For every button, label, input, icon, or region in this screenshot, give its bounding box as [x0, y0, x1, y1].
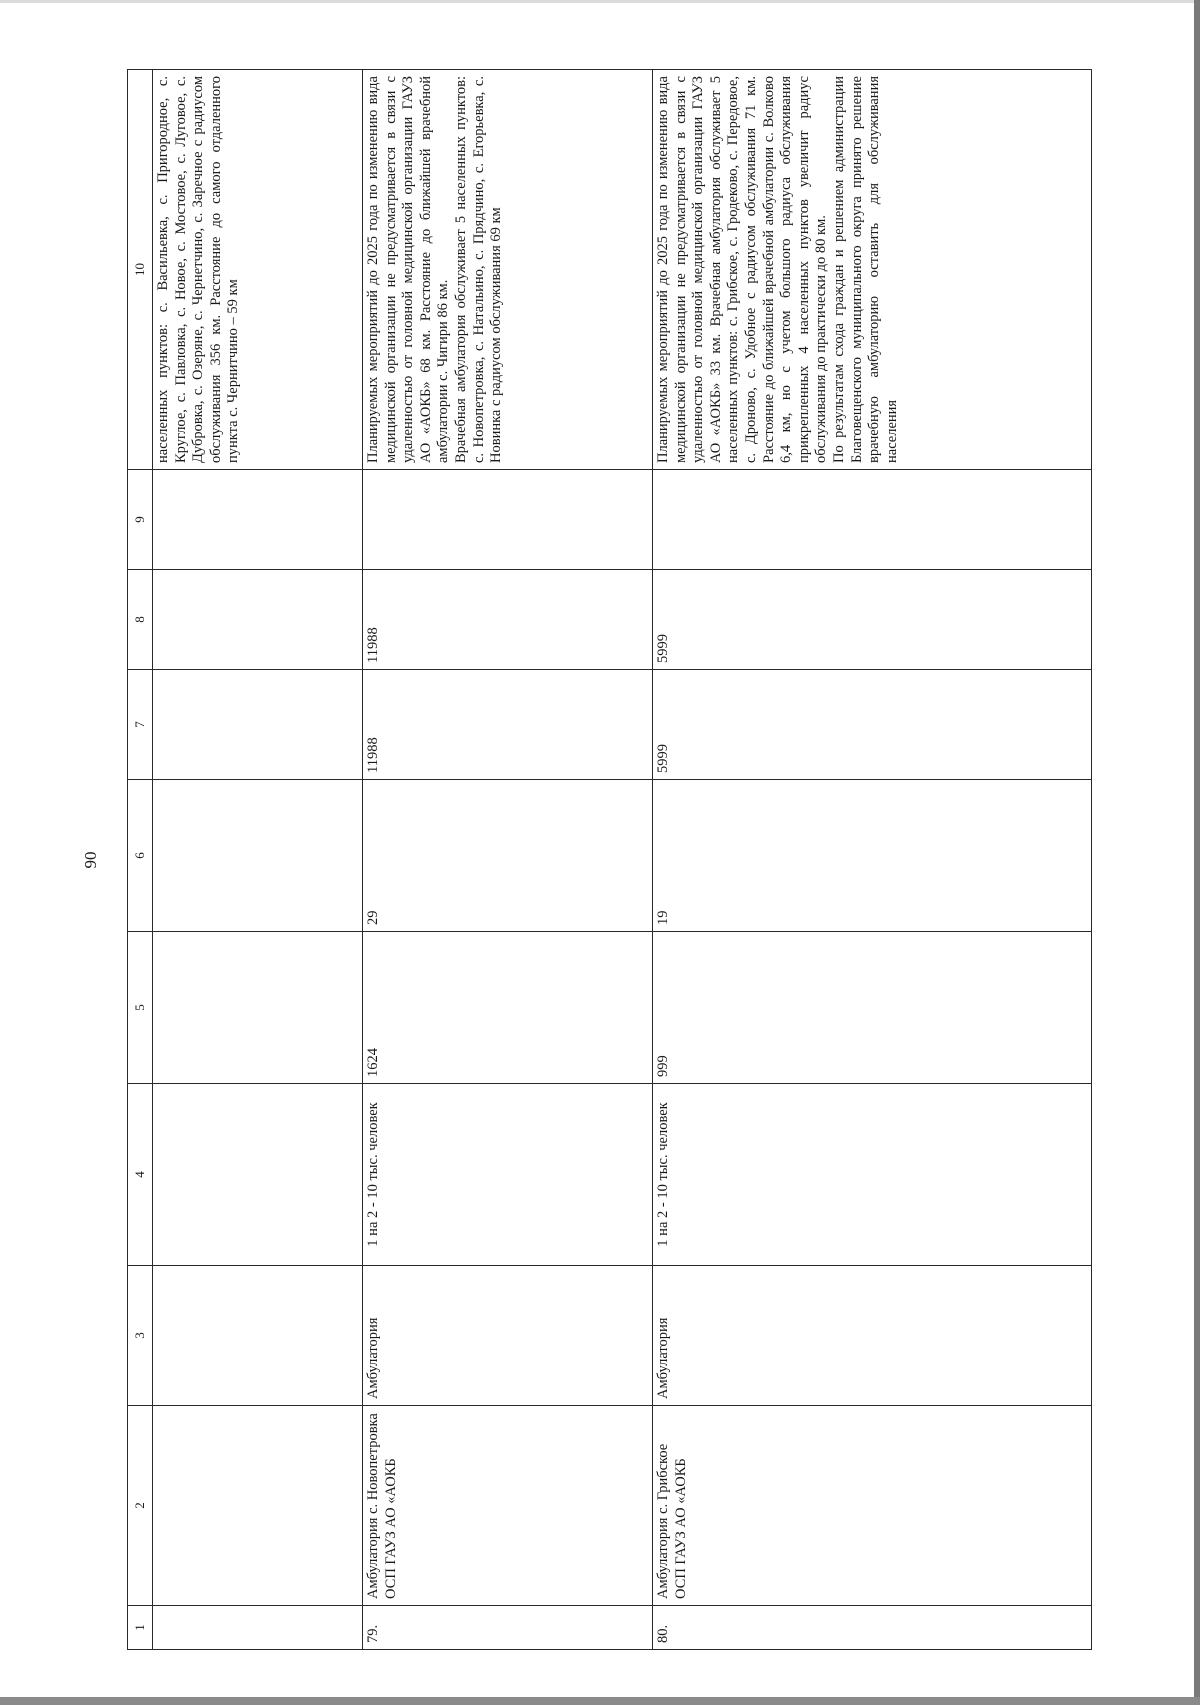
- row-number-cell: 80.: [653, 1606, 1092, 1650]
- comment-paragraph: По результатам схода граждан и решением администрации Благовещенского муниципального округа принято решение врачебную амбулаторию оставить для обслуживания населения: [830, 76, 900, 463]
- value-cell: [153, 670, 363, 780]
- page-number: 90: [81, 851, 100, 869]
- col-index-cell: 5: [128, 932, 153, 1084]
- col-index-cell: 1: [128, 1606, 153, 1650]
- col-index-cell: 4: [128, 1084, 153, 1266]
- value-cell: 5999: [653, 670, 1092, 780]
- comment-cell: [153, 70, 363, 470]
- value-cell: [153, 780, 363, 932]
- facility-name-cell: [153, 1406, 363, 1606]
- value-cell: [363, 470, 653, 570]
- col-index-cell: 2: [128, 1406, 153, 1606]
- value-cell: 1624: [363, 932, 653, 1084]
- col-index-cell: 6: [128, 780, 153, 932]
- column-index-row: [128, 70, 153, 1650]
- comment-paragraph: Планируемых мероприятий до 2025 года по изменению вида медицинской организации не предусматривается в связи с удаленностью от головной медицинской организации ГАУЗ АО «АОКБ» 68 км. Расстояние до ближайшей врачебной амбулатории с. Чигири 86 км.: [365, 76, 452, 463]
- col-index-cell: 9: [128, 470, 153, 570]
- facility-type-cell: [153, 1266, 363, 1406]
- facility-type-cell: Амбулатория: [363, 1266, 653, 1406]
- norm-cell: 1 на 2 - 10 тыс. человек: [363, 1084, 653, 1266]
- col-index-cell: 7: [128, 670, 153, 780]
- facility-name-cell: Амбулатория с. Грибское ОСП ГАУЗ АО «АОКБ: [653, 1406, 1092, 1606]
- value-cell: 999: [653, 932, 1092, 1084]
- norm-cell: [153, 1084, 363, 1266]
- comment-paragraph: Врачебная амбулатория обслуживает 5 населенных пунктов: с. Новопетровка, с. Натальино, с. Прядчино, с. Егорьевка, с. Новинка с радиусом обслуживания 69 км: [452, 76, 505, 463]
- facility-name-cell: Амбулатория с. Новопетровка ОСП ГАУЗ АО «АОКБ: [363, 1406, 653, 1606]
- value-cell: 11988: [363, 570, 653, 670]
- norm-cell: 1 на 2 - 10 тыс. человек: [653, 1084, 1092, 1266]
- value-cell: 19: [653, 780, 1092, 932]
- col-index-cell: 10: [128, 70, 153, 470]
- comment-cell: [363, 70, 653, 470]
- row-number-cell: [153, 1606, 363, 1650]
- value-cell: [153, 570, 363, 670]
- comment-paragraph: населенных пунктов: с. Васильевка, с. Пригородное, с. Круглое, с. Павловка, с. Новое, с. Мостовое, с. Луговое, с. Дубровка, с. Озеряне, с. Чернетчино, с. Заречное с радиусом обслуживания 356 км. Расстояние до самого отдаленного пункта с. Чернитчино – 59 км: [155, 76, 242, 463]
- value-cell: 5999: [653, 570, 1092, 670]
- comment-cell: [653, 70, 1092, 470]
- value-cell: [653, 470, 1092, 570]
- table-row: [153, 70, 363, 1650]
- value-cell: [153, 932, 363, 1084]
- data-table: [127, 69, 1092, 1650]
- value-cell: [153, 470, 363, 570]
- value-cell: 11988: [363, 670, 653, 780]
- col-index-cell: 8: [128, 570, 153, 670]
- table-row: [363, 70, 653, 1650]
- col-index-cell: 3: [128, 1266, 153, 1406]
- row-number-cell: 79.: [363, 1606, 653, 1650]
- comment-paragraph: Планируемых мероприятий до 2025 года по изменению вида медицинской организации не предусматривается в связи с удаленностью от головной медицинской организации ГАУЗ АО «АОКБ» 33 км. Врачебная амбулатория обслуживает 5 населенных пунктов: с. Грибское, с. Гродеково, с. Передовое, с. Дроново, с. Удобное с радиусом обслуживания 71 км. Расстояние до ближайшей врачебной амбулатории с. Волково 6,4 км, но с учетом большого радиуса обслуживания прикрепленных 4 населенных пунктов увеличит радиус обслуживания до практически до 80 км.: [655, 76, 830, 463]
- facility-type-cell: Амбулатория: [653, 1266, 1092, 1406]
- scan-bottom-edge: [0, 1697, 1200, 1705]
- table-row: [653, 70, 1092, 1650]
- value-cell: 29: [363, 780, 653, 932]
- rotated-page-content: [81, 70, 1092, 1650]
- scan-top-edge: [0, 0, 1200, 3]
- scan-right-edge: [1194, 0, 1200, 1705]
